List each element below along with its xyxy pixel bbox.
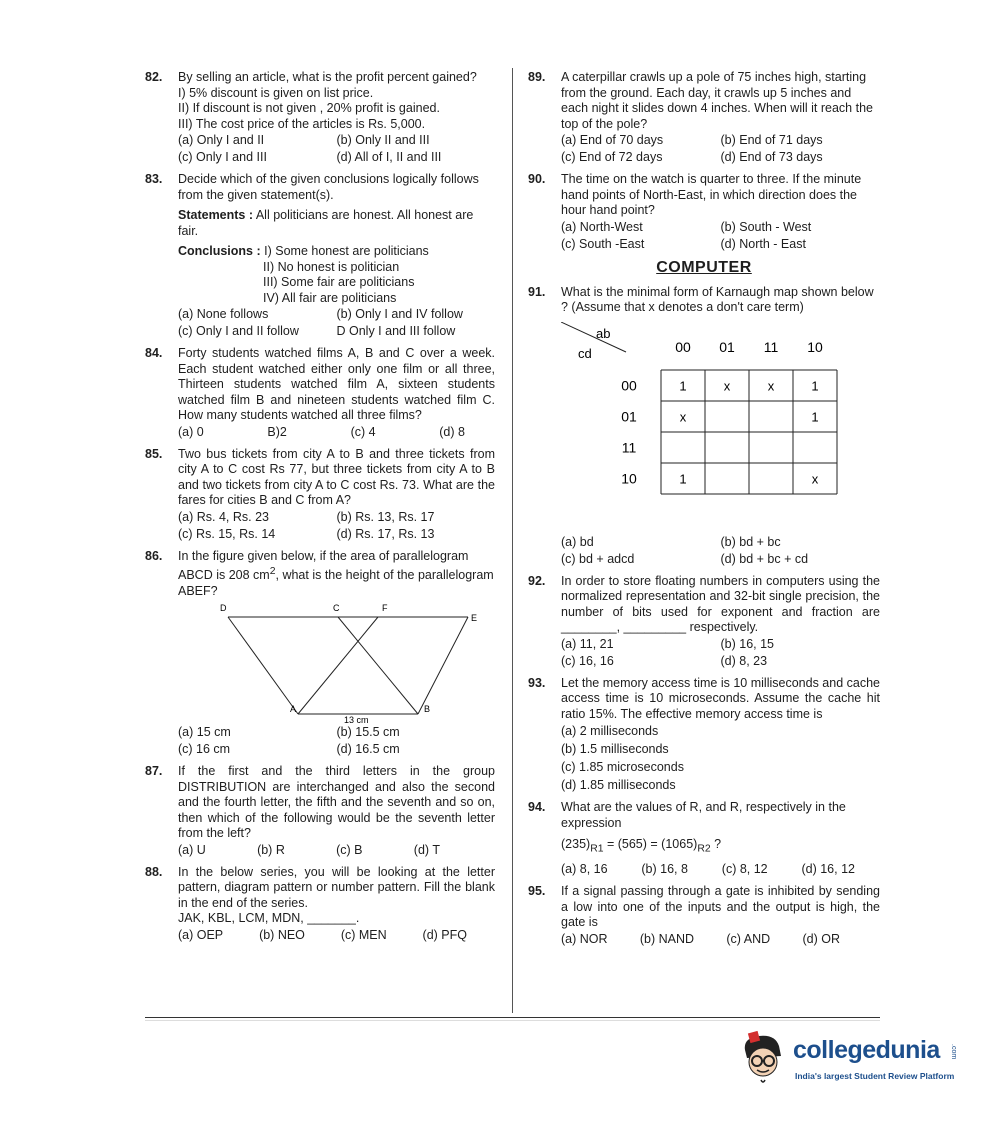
option-c: (c) 1.85 microseconds [561, 760, 684, 774]
question-number: 90. [528, 172, 546, 186]
parallelogram-figure [168, 599, 478, 724]
series-text: JAK, KBL, LCM, MDN, _______. [178, 911, 360, 926]
options [561, 861, 880, 878]
logo-tagline: India's largest Student Review Platform [795, 1071, 955, 1081]
option-d: (d) PFQ [422, 927, 467, 942]
kmap-cell-value: x [811, 471, 819, 486]
option-b: (b) 16, 15 [720, 636, 775, 651]
question-text: Two bus tickets from city A to B and three tickets from city A to C cost Rs 77, but three tickets from city A to B and two tickets from city A to C cost Rs. 73. What are the fares for cities B and C from A? [178, 446, 495, 507]
question-88 [145, 865, 495, 944]
kmap-cd-label: cd [578, 345, 592, 361]
expr-part: = (565) = (1065) [603, 837, 698, 851]
column-divider [512, 68, 513, 1013]
option-b: (b) NEO [259, 927, 305, 942]
question-text: In the below series, you will be looking at the letter pattern, diagram pattern or number pattern. Fill the blank in the end of the series. [178, 864, 495, 910]
option-b: (b) 1.5 milliseconds [561, 742, 669, 756]
option-a: (a) 8, 16 [561, 862, 608, 876]
kmap-col-header: 11 [763, 338, 779, 355]
kmap-col-header: 01 [719, 338, 735, 355]
option-b: (b) 15.5 cm [336, 725, 400, 740]
kmap-cell-value: x [767, 378, 775, 393]
kmap-col-header: 10 [807, 338, 823, 355]
question-86 [145, 549, 495, 759]
option-b: (b) NAND [639, 931, 695, 946]
question-number: 87. [145, 764, 163, 779]
options [178, 132, 495, 166]
question-text: Forty students watched films A, B and C over a week. Each student watched either only one film or all three, Thirteen students watched film A, sixteen students watched film B and nineteen students watched film C. How many students watched all three films? [178, 346, 495, 422]
question-text-part: , what is the height of the parallelogram ABEF? [178, 568, 494, 598]
option-a: (a) NOR [561, 931, 608, 946]
option-d: (d) Rs. 17, Rs. 13 [336, 526, 435, 541]
option-b: (b) 16, 8 [641, 862, 688, 876]
option-d: (d) OR [802, 931, 840, 946]
option-d: (d) All of I, II and III [336, 150, 442, 164]
statement-line: I) 5% discount is given on list price. [178, 85, 374, 100]
option-a: (a) Only I and II [178, 133, 265, 147]
options [178, 424, 495, 441]
kmap-diagonal [561, 322, 626, 352]
kmap-column-headers [675, 339, 823, 355]
kmap-row-header: 00 [621, 377, 637, 393]
option-a: (a) 0 [178, 424, 204, 439]
options [561, 132, 880, 166]
options [561, 636, 880, 670]
question-text: If a signal passing through a gate is inhibited by sending a low into one of the inputs and the output is high, the gate is [561, 884, 880, 929]
question-text: A caterpillar crawls up a pole of 75 inches high, starting from the ground. Each day, it crawls up 5 inches and each night it slides down 4 inches. When will it reach the top of the pole? [561, 70, 873, 131]
kmap-cell-value: 1 [811, 409, 819, 424]
question-number: 92. [528, 573, 546, 588]
question-number: 82. [145, 70, 163, 84]
footer-rule-faint [145, 1020, 880, 1021]
options [178, 927, 495, 944]
option-d: (d) 16.5 cm [336, 742, 400, 757]
mascot-icon [735, 1030, 791, 1086]
question-number: 84. [145, 346, 163, 360]
option-c: (c) 4 [350, 424, 376, 439]
kmap-row-header: 01 [621, 408, 637, 424]
option-c: (c) 8, 12 [721, 862, 768, 876]
question-91 [528, 285, 880, 568]
option-c: (c) South -East [561, 236, 645, 251]
question-82 [145, 70, 495, 166]
edge-BC [338, 617, 418, 714]
option-c: (c) Rs. 15, Rs. 14 [178, 526, 276, 541]
question-text: What are the values of R, and R, respectively in the expression [561, 800, 846, 830]
question-text: If the first and the third letters in the group DISTRIBUTION are interchanged and also the second and the fourth letter, the fifth and the seventh and so on, then which of the following would be the seventh letter from the left? [178, 764, 495, 841]
option-c: (c) B [336, 842, 363, 857]
logo-suffix: .com [950, 1044, 957, 1060]
option-b: (b) Only I and IV follow [336, 307, 463, 321]
conclusion-item: II) No honest is politician [263, 259, 400, 274]
question-number: 86. [145, 548, 163, 563]
question-number: 89. [528, 70, 546, 84]
label-D: D [220, 603, 227, 614]
question-number: 91. [528, 284, 546, 299]
expr-subscript: R2 [697, 843, 711, 855]
question-92 [528, 574, 880, 670]
option-c: (c) bd + adcd [561, 551, 635, 566]
question-text-part: In the figure given below, if the area of parallelogram ABCD is 208 cm [178, 548, 469, 583]
kmap-row-headers [621, 377, 637, 486]
statement-line: III) The cost price of the articles is Rs. 5,000. [178, 116, 426, 131]
option-d: D Only I and III follow [336, 324, 456, 338]
statements [178, 208, 495, 239]
option-d: (d) 8 [439, 424, 465, 439]
kmap-cell-value: x [679, 409, 687, 424]
option-a: (a) None follows [178, 307, 269, 321]
option-a: (a) 2 milliseconds [561, 724, 659, 738]
option-d: (d) bd + bc + cd [720, 551, 809, 566]
option-d: (d) T [413, 842, 440, 857]
collegedunia-logo[interactable] [735, 1030, 960, 1090]
label-E: E [471, 613, 478, 624]
expr-part: (235) [561, 837, 591, 851]
option-b: (b) Only II and III [336, 133, 430, 147]
question-text: The time on the watch is quarter to three. If the minute hand points of North-East, in which direction does the hour hand point? [561, 172, 862, 217]
right-column [528, 70, 880, 954]
question-text: What is the minimal form of Karnaugh map shown below ? (Assume that x denotes a don't care term) [561, 284, 874, 314]
option-d: (d) 1.85 milliseconds [561, 778, 676, 792]
option-c: (c) 16 cm [178, 742, 231, 757]
kmap-row-header: 11 [621, 439, 637, 455]
options [178, 842, 495, 859]
question-83 [145, 172, 495, 340]
option-c: (c) AND [726, 931, 771, 946]
question-number: 85. [145, 446, 163, 461]
option-a: (a) U [178, 842, 206, 857]
option-a: (a) End of 70 days [561, 133, 664, 147]
option-c: (c) MEN [340, 927, 387, 942]
footer-rule [145, 1017, 880, 1018]
conclusions-label: Conclusions : [178, 244, 261, 258]
option-a: (a) Rs. 4, Rs. 23 [178, 509, 269, 524]
option-d: (d) 8, 23 [720, 653, 768, 668]
option-a: (a) 11, 21 [561, 636, 614, 651]
options [561, 219, 880, 253]
options [178, 306, 495, 340]
option-b: (b) South - West [720, 219, 812, 234]
left-column [145, 70, 495, 950]
label-B: B [424, 704, 431, 715]
kmap-row-header: 10 [621, 470, 637, 486]
expr-subscript: R1 [590, 843, 604, 855]
option-d: (d) End of 73 days [720, 150, 823, 164]
question-89 [528, 70, 880, 166]
question-number: 83. [145, 172, 163, 186]
question-text: Let the memory access time is 10 milliseconds and cache access time is 10 microseconds. Assume the cache hit ratio 15%. The effective memory access time is [561, 675, 880, 721]
question-text: By selling an article, what is the profit percent gained? [178, 70, 477, 84]
statements-label: Statements : [178, 208, 254, 222]
question-85 [145, 447, 495, 543]
option-c: (c) 16, 16 [561, 653, 614, 668]
option-b: B)2 [267, 424, 287, 439]
options [178, 509, 495, 543]
question-87 [145, 764, 495, 859]
expr-part: ? [710, 837, 722, 851]
option-d: (d) 16, 12 [801, 862, 855, 876]
question-number: 95. [528, 884, 546, 898]
conclusions [178, 244, 495, 260]
superscript: 2 [269, 566, 276, 577]
question-number: 94. [528, 800, 546, 814]
statement-line: II) If discount is not given , 20% profit is gained. [178, 101, 440, 115]
option-c: (c) Only I and III [178, 150, 267, 164]
question-94 [528, 800, 880, 878]
kmap-cell-value: 1 [679, 378, 687, 393]
option-a: (a) North-West [561, 219, 643, 234]
question-text [178, 549, 495, 600]
question-number: 88. [145, 864, 163, 879]
conclusion-item: I) Some honest are politicians [264, 244, 429, 258]
question-95 [528, 884, 880, 948]
question-90 [528, 172, 880, 253]
logo-wordmark: collegedunia [793, 1036, 940, 1064]
option-b: (b) End of 71 days [720, 133, 823, 147]
kmap-cell-value: 1 [679, 471, 687, 486]
question-84 [145, 346, 495, 441]
option-b: (b) bd + bc [720, 534, 781, 549]
label-A: A [290, 704, 297, 715]
options [561, 534, 880, 568]
kmap-ab-label: ab [596, 325, 611, 341]
statements-text: All politicians are honest. All honest are fair. [178, 208, 474, 238]
edge-DA [228, 617, 298, 714]
kmap-cell-value: 1 [811, 378, 819, 393]
karnaugh-map [561, 322, 861, 530]
conclusion-item: III) Some fair are politicians [263, 275, 415, 289]
option-a: (a) 15 cm [178, 725, 231, 740]
question-text: Decide which of the given conclusions logically follows from the given statement(s). [178, 172, 479, 202]
edge-AF [298, 617, 378, 714]
options [178, 724, 495, 758]
conclusion-item: IV) All fair are politicians [263, 290, 397, 305]
question-number: 93. [528, 675, 546, 690]
kmap-cell-value: x [723, 378, 731, 393]
expression [561, 837, 880, 857]
label-base: 13 cm [344, 715, 369, 725]
option-d: (d) North - East [720, 236, 806, 251]
options [561, 931, 880, 948]
question-text: In order to store floating numbers in computers using the normalized representation and 32-bit single precision, the number of bits used for exponent and fraction are ________, _________ respectively. [561, 573, 880, 634]
section-heading: COMPUTER [656, 258, 752, 276]
option-c: (c) Only I and II follow [178, 324, 299, 338]
label-C: C [333, 603, 340, 614]
option-c: (c) End of 72 days [561, 150, 663, 164]
option-b: (b) R [257, 842, 285, 857]
edge-BE [418, 617, 468, 714]
label-F: F [382, 603, 388, 614]
option-a: (a) bd [561, 534, 594, 549]
question-93 [528, 676, 880, 795]
option-b: (b) Rs. 13, Rs. 17 [336, 509, 435, 524]
option-a: (a) OEP [178, 927, 224, 942]
kmap-col-header: 00 [675, 338, 691, 355]
